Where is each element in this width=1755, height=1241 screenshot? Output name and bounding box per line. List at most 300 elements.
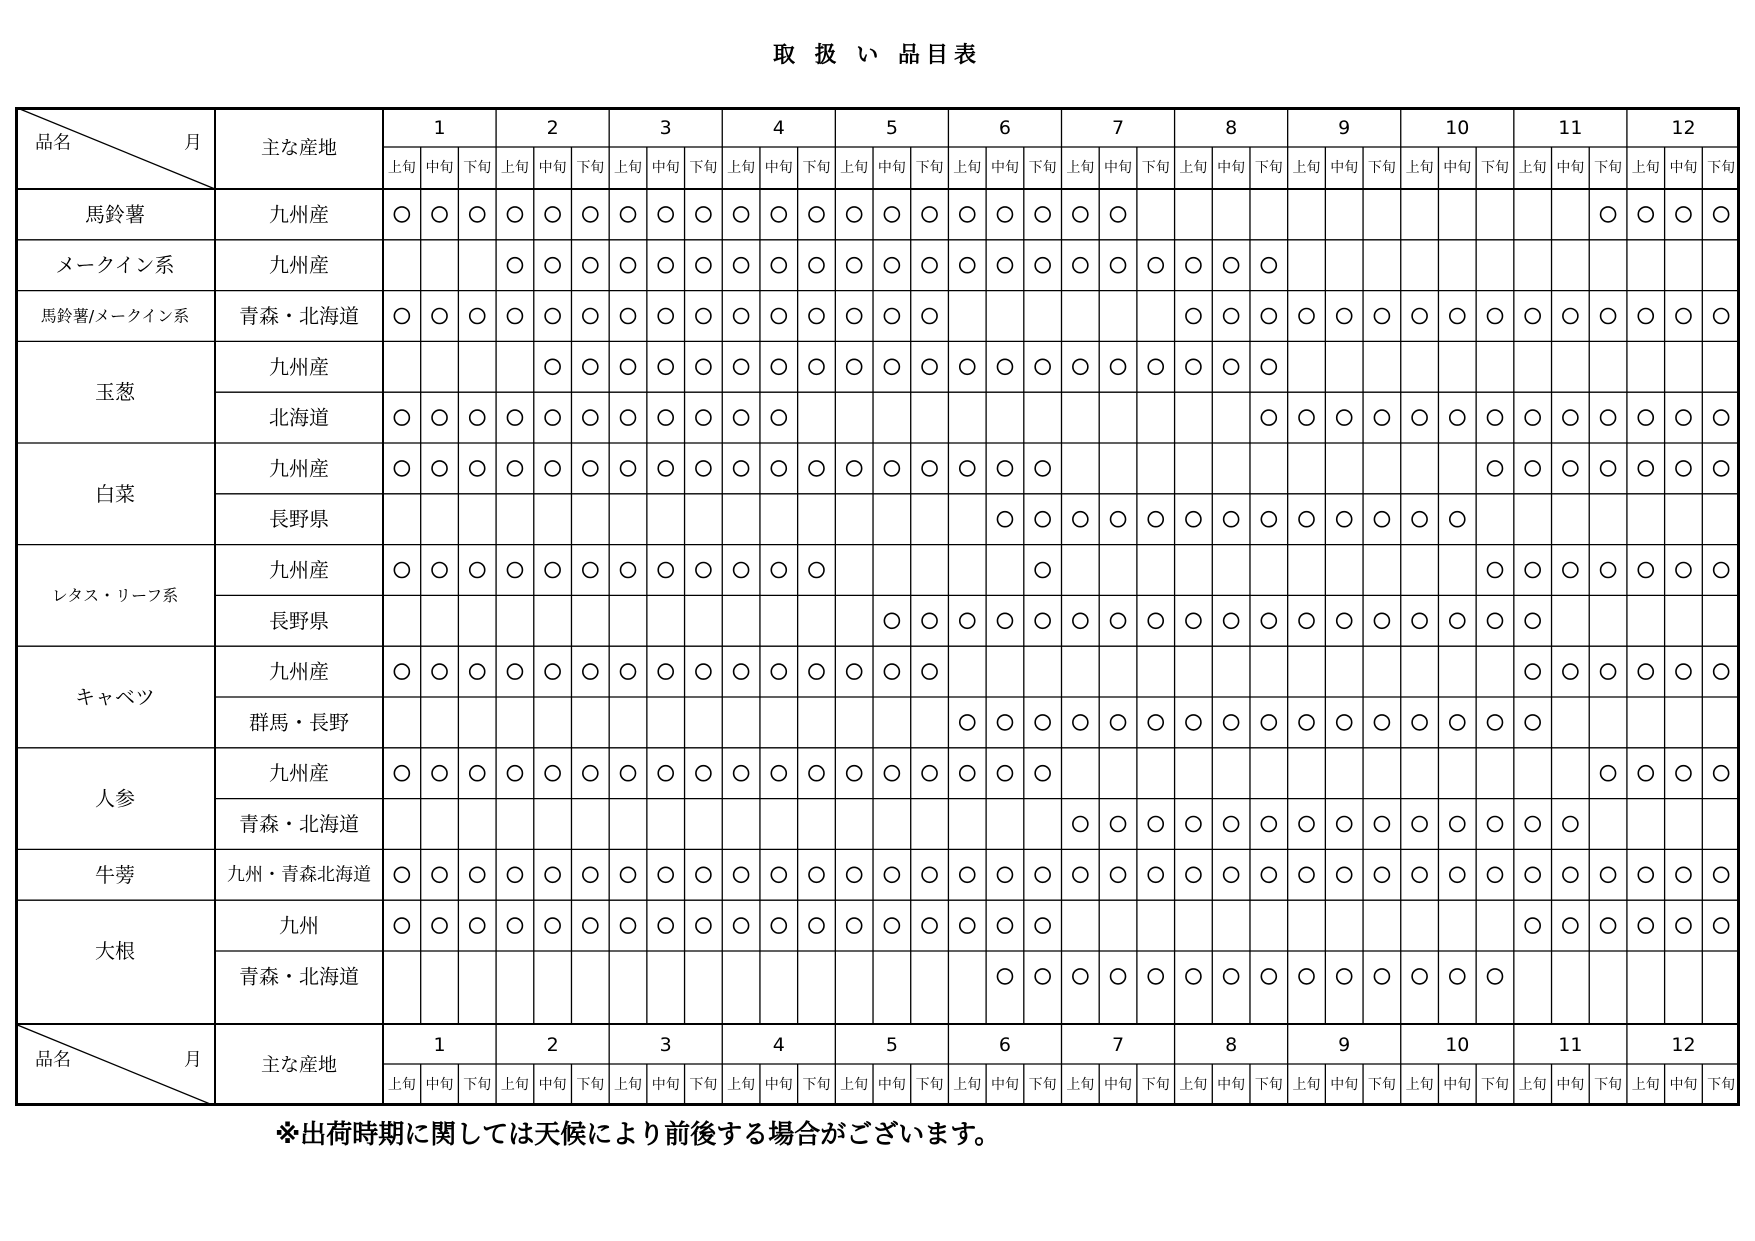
shipping-mark [1261, 258, 1276, 273]
item-name: 馬鈴薯 [85, 202, 145, 227]
header-period-1-2: 中旬 [425, 160, 454, 176]
shipping-mark [809, 309, 824, 324]
shipping-mark [470, 766, 485, 781]
shipping-mark [809, 766, 824, 781]
header-period-4-1: 上旬 [727, 160, 756, 176]
shipping-mark [1601, 563, 1616, 578]
shipping-mark [507, 258, 522, 273]
shipping-mark [847, 359, 862, 374]
shipping-mark [1299, 613, 1314, 628]
footer-month-9: 9 [1338, 1034, 1351, 1056]
header-month-2: 2 [546, 117, 559, 139]
shipping-mark [884, 613, 899, 628]
footer-month-1: 1 [433, 1034, 446, 1056]
shipping-mark [658, 207, 673, 222]
shipping-mark [1186, 359, 1201, 374]
shipping-mark [1111, 207, 1126, 222]
shipping-mark [847, 918, 862, 933]
footer-period-12-2: 中旬 [1669, 1077, 1698, 1093]
shipping-mark [545, 867, 560, 882]
shipping-mark [960, 258, 975, 273]
shipping-mark [1601, 664, 1616, 679]
shipping-mark [1638, 410, 1653, 425]
shipping-mark [507, 410, 522, 425]
header-period-2-2: 中旬 [538, 160, 567, 176]
shipping-mark [1450, 817, 1465, 832]
shipping-mark [583, 867, 598, 882]
shipping-mark [922, 258, 937, 273]
shipping-mark [1337, 309, 1352, 324]
shipping-mark [1073, 715, 1088, 730]
shipping-mark [658, 461, 673, 476]
origin-name: 九州 [279, 913, 319, 938]
shipping-mark [997, 207, 1012, 222]
shipping-mark [545, 664, 560, 679]
shipping-mark [1148, 258, 1163, 273]
origin-name: 九州産 [269, 354, 329, 379]
header-period-3-2: 中旬 [651, 160, 680, 176]
shipping-mark [1073, 359, 1088, 374]
shipping-mark [394, 309, 409, 324]
shipping-mark [1412, 309, 1427, 324]
shipping-mark [696, 563, 711, 578]
footer-period-3-3: 下旬 [689, 1077, 718, 1093]
shipping-mark [1111, 613, 1126, 628]
shipping-mark [1261, 715, 1276, 730]
shipping-mark [1035, 867, 1050, 882]
shipping-mark [734, 461, 749, 476]
shipping-mark [507, 867, 522, 882]
header-month-1: 1 [433, 117, 446, 139]
shipping-mark [997, 715, 1012, 730]
shipping-mark [470, 867, 485, 882]
shipping-mark [470, 207, 485, 222]
header-period-8-3: 下旬 [1254, 160, 1283, 176]
shipping-mark [1148, 969, 1163, 984]
item-name: キャベツ [75, 685, 155, 709]
item-name: 白菜 [95, 481, 135, 506]
shipping-mark [1073, 258, 1088, 273]
shipping-mark [583, 918, 598, 933]
header-period-7-1: 上旬 [1066, 160, 1095, 176]
shipping-mark [734, 359, 749, 374]
item-name: 牛蒡 [95, 862, 135, 887]
shipping-mark [1299, 715, 1314, 730]
shipping-mark [583, 563, 598, 578]
shipping-mark [809, 918, 824, 933]
shipping-mark [1186, 512, 1201, 527]
shipping-mark [1412, 715, 1427, 730]
shipping-mark [1111, 715, 1126, 730]
shipping-mark [696, 867, 711, 882]
header-month-11: 11 [1558, 117, 1583, 139]
header-month-6: 6 [998, 117, 1012, 139]
shipping-mark [1224, 309, 1239, 324]
shipping-mark [1186, 867, 1201, 882]
shipping-mark [545, 410, 560, 425]
shipping-mark [960, 613, 975, 628]
footer-period-2-1: 上旬 [500, 1077, 529, 1093]
header-period-6-1: 上旬 [953, 160, 982, 176]
footer-month-5: 5 [885, 1034, 898, 1056]
shipping-mark [1224, 512, 1239, 527]
shipping-mark [1224, 359, 1239, 374]
shipping-mark [432, 918, 447, 933]
shipping-mark [734, 309, 749, 324]
shipping-mark [1714, 766, 1729, 781]
shipping-mark [696, 258, 711, 273]
shipping-mark [1601, 867, 1616, 882]
header-period-6-3: 下旬 [1028, 160, 1057, 176]
shipping-mark [1676, 918, 1691, 933]
shipping-mark [1035, 969, 1050, 984]
footer-month-10: 10 [1445, 1034, 1470, 1056]
shipping-mark [545, 461, 560, 476]
shipping-mark [1299, 817, 1314, 832]
shipping-mark [1638, 664, 1653, 679]
shipping-mark [1487, 969, 1502, 984]
header-period-5-1: 上旬 [840, 160, 869, 176]
shipping-mark [1299, 969, 1314, 984]
shipping-mark [1563, 867, 1578, 882]
shipping-mark [1261, 867, 1276, 882]
shipping-mark [545, 766, 560, 781]
shipping-mark [1224, 715, 1239, 730]
shipping-mark [1224, 969, 1239, 984]
shipping-mark [470, 918, 485, 933]
footnote: ※出荷時期に関しては天候により前後する場合がございます。 [275, 1120, 1001, 1150]
shipping-mark [1563, 461, 1578, 476]
shipping-mark [1638, 867, 1653, 882]
shipping-mark [583, 766, 598, 781]
shipping-mark [1261, 309, 1276, 324]
shipping-mark [545, 258, 560, 273]
shipping-mark [394, 563, 409, 578]
shipping-mark [1261, 817, 1276, 832]
origin-name: 九州・青森北海道 [227, 864, 371, 886]
shipping-mark [771, 867, 786, 882]
footer-period-7-3: 下旬 [1141, 1077, 1170, 1093]
shipping-mark [1487, 309, 1502, 324]
shipping-mark [507, 461, 522, 476]
footer-period-11-3: 下旬 [1594, 1077, 1623, 1093]
shipping-mark [1412, 867, 1427, 882]
item-name: 馬鈴薯/メークイン系 [40, 306, 190, 326]
shipping-mark [1487, 817, 1502, 832]
shipping-mark [583, 309, 598, 324]
origin-name: 九州産 [269, 456, 329, 481]
shipping-mark [621, 461, 636, 476]
header-period-5-3: 下旬 [915, 160, 944, 176]
shipping-mark [432, 461, 447, 476]
shipping-mark [960, 461, 975, 476]
shipping-mark [1035, 512, 1050, 527]
shipping-mark [1676, 563, 1691, 578]
shipping-mark [960, 766, 975, 781]
shipping-mark [394, 461, 409, 476]
shipping-mark [1676, 410, 1691, 425]
shipping-mark [470, 664, 485, 679]
shipping-mark [1525, 461, 1540, 476]
origin-name: 九州産 [269, 558, 329, 582]
shipping-mark [470, 309, 485, 324]
shipping-mark [1714, 918, 1729, 933]
shipping-mark [394, 664, 409, 679]
footer-month-2: 2 [546, 1034, 559, 1056]
footer-month-4: 4 [772, 1034, 785, 1056]
shipping-mark [1261, 613, 1276, 628]
shipping-mark [1035, 613, 1050, 628]
origin-name: 群馬・長野 [249, 710, 349, 735]
header-month-8: 8 [1225, 117, 1238, 139]
footer-period-11-1: 上旬 [1518, 1077, 1547, 1093]
shipping-mark [658, 410, 673, 425]
header-month-10: 10 [1445, 117, 1470, 139]
footer-period-5-3: 下旬 [915, 1077, 944, 1093]
shipping-mark [922, 664, 937, 679]
shipping-mark [734, 410, 749, 425]
footer-period-2-2: 中旬 [538, 1077, 567, 1093]
shipping-mark [1487, 410, 1502, 425]
shipping-mark [1374, 613, 1389, 628]
shipping-mark [960, 867, 975, 882]
shipping-mark [1450, 410, 1465, 425]
shipping-mark [847, 867, 862, 882]
header-period-8-1: 上旬 [1179, 160, 1208, 176]
shipping-mark [771, 664, 786, 679]
shipping-mark [507, 664, 522, 679]
shipping-mark [1186, 817, 1201, 832]
footer-period-7-2: 中旬 [1104, 1077, 1133, 1093]
shipping-mark [1714, 207, 1729, 222]
shipping-mark [922, 359, 937, 374]
shipping-mark [1261, 512, 1276, 527]
header-month-12: 12 [1671, 117, 1696, 139]
shipping-mark [583, 461, 598, 476]
shipping-mark [1563, 817, 1578, 832]
shipping-mark [997, 613, 1012, 628]
header-period-7-2: 中旬 [1104, 160, 1133, 176]
shipping-mark [734, 258, 749, 273]
shipping-mark [1563, 563, 1578, 578]
shipping-mark [658, 309, 673, 324]
origin-name: 九州産 [269, 253, 329, 278]
header-period-12-3: 下旬 [1707, 160, 1736, 176]
shipping-mark [696, 664, 711, 679]
shipping-mark [1261, 410, 1276, 425]
shipping-mark [997, 359, 1012, 374]
shipping-mark [1487, 715, 1502, 730]
footer-period-5-1: 上旬 [840, 1077, 869, 1093]
shipping-mark [1186, 715, 1201, 730]
shipping-mark [1186, 969, 1201, 984]
header-period-7-3: 下旬 [1141, 160, 1170, 176]
shipping-mark [847, 766, 862, 781]
shipping-mark [1073, 207, 1088, 222]
shipping-mark [1111, 817, 1126, 832]
shipping-mark [394, 867, 409, 882]
shipping-mark [1525, 664, 1540, 679]
item-name: 大根 [95, 939, 135, 963]
shipping-mark [1374, 410, 1389, 425]
footer-month-3: 3 [659, 1034, 672, 1056]
footer-period-3-2: 中旬 [651, 1077, 680, 1093]
header-period-9-1: 上旬 [1292, 160, 1321, 176]
footer-month-6: 6 [998, 1034, 1012, 1056]
shipping-mark [394, 766, 409, 781]
shipping-mark [1676, 461, 1691, 476]
shipping-mark [884, 258, 899, 273]
footer-month-11: 11 [1558, 1034, 1583, 1056]
header-period-1-1: 上旬 [387, 160, 416, 176]
shipping-mark [1525, 563, 1540, 578]
shipping-mark [1638, 766, 1653, 781]
shipping-mark [432, 664, 447, 679]
item-name: メークイン系 [55, 253, 175, 278]
shipping-mark [734, 563, 749, 578]
shipping-mark [1186, 309, 1201, 324]
shipping-mark [1299, 512, 1314, 527]
shipping-mark [658, 258, 673, 273]
shipping-mark [997, 969, 1012, 984]
shipping-mark [1073, 969, 1088, 984]
shipping-mark [922, 207, 937, 222]
shipping-mark [545, 309, 560, 324]
shipping-mark [1148, 512, 1163, 527]
shipping-mark [1299, 309, 1314, 324]
shipping-mark [1073, 867, 1088, 882]
shipping-mark [545, 359, 560, 374]
shipping-mark [771, 309, 786, 324]
shipping-mark [1714, 867, 1729, 882]
shipping-mark [432, 410, 447, 425]
shipping-mark [394, 918, 409, 933]
header-period-9-2: 中旬 [1330, 160, 1359, 176]
shipping-mark [658, 918, 673, 933]
shipping-mark [809, 207, 824, 222]
footer-period-1-1: 上旬 [387, 1077, 416, 1093]
shipping-mark [1638, 461, 1653, 476]
shipping-mark [960, 207, 975, 222]
shipping-mark [1374, 969, 1389, 984]
shipping-mark [1714, 461, 1729, 476]
shipping-mark [1563, 410, 1578, 425]
shipping-mark [696, 918, 711, 933]
shipping-mark [809, 359, 824, 374]
shipping-mark [771, 410, 786, 425]
shipping-mark [1601, 766, 1616, 781]
footer-period-4-3: 下旬 [802, 1077, 831, 1093]
footer-period-12-3: 下旬 [1707, 1077, 1736, 1093]
shipping-mark [507, 766, 522, 781]
shipping-mark [1111, 258, 1126, 273]
shipping-mark [1337, 715, 1352, 730]
shipping-mark [1487, 461, 1502, 476]
shipping-mark [809, 664, 824, 679]
shipping-mark [1035, 715, 1050, 730]
header-month-3: 3 [659, 117, 672, 139]
shipping-mark [1374, 309, 1389, 324]
footer-month-12: 12 [1671, 1034, 1696, 1056]
header-period-12-2: 中旬 [1669, 160, 1698, 176]
shipping-mark [1374, 817, 1389, 832]
footer-period-8-3: 下旬 [1254, 1077, 1283, 1093]
shipping-mark [1601, 918, 1616, 933]
shipping-mark [1412, 817, 1427, 832]
shipping-mark [1487, 867, 1502, 882]
footer-period-8-1: 上旬 [1179, 1077, 1208, 1093]
shipping-mark [696, 461, 711, 476]
shipping-mark [545, 207, 560, 222]
shipping-mark [884, 664, 899, 679]
shipping-mark [922, 613, 937, 628]
footer-period-4-1: 上旬 [727, 1077, 756, 1093]
shipping-mark [1111, 969, 1126, 984]
shipping-mark [621, 258, 636, 273]
footer-month-7: 7 [1111, 1034, 1125, 1056]
shipping-mark [432, 309, 447, 324]
shipping-mark [621, 309, 636, 324]
shipping-mark [1638, 309, 1653, 324]
shipping-mark [1035, 563, 1050, 578]
origin-name: 青森・北海道 [239, 812, 359, 836]
shipping-mark [432, 207, 447, 222]
header-period-12-1: 上旬 [1631, 160, 1660, 176]
shipping-mark [734, 867, 749, 882]
shipping-mark [1450, 613, 1465, 628]
shipping-mark [583, 664, 598, 679]
shipping-mark [922, 918, 937, 933]
header-period-10-2: 中旬 [1443, 160, 1472, 176]
shipping-mark [1412, 969, 1427, 984]
header-period-2-3: 下旬 [576, 160, 605, 176]
origin-name: 長野県 [269, 608, 329, 633]
origin-name: 青森・北海道 [239, 964, 359, 989]
shipping-mark [1638, 563, 1653, 578]
shipping-mark [696, 766, 711, 781]
shipping-mark [997, 766, 1012, 781]
header-period-3-1: 上旬 [614, 160, 643, 176]
footer-period-6-1: 上旬 [953, 1077, 982, 1093]
shipping-mark [847, 207, 862, 222]
header-month-4: 4 [772, 117, 785, 139]
header-period-10-1: 上旬 [1405, 160, 1434, 176]
shipping-mark [884, 867, 899, 882]
shipping-mark [847, 664, 862, 679]
shipping-mark [1374, 512, 1389, 527]
shipping-mark [1035, 918, 1050, 933]
header-period-11-2: 中旬 [1556, 160, 1585, 176]
header-period-10-3: 下旬 [1480, 160, 1509, 176]
footer-period-2-3: 下旬 [576, 1077, 605, 1093]
origin-name: 九州産 [269, 202, 329, 227]
header-period-6-2: 中旬 [990, 160, 1019, 176]
footer-period-5-2: 中旬 [877, 1077, 906, 1093]
footer-period-3-1: 上旬 [614, 1077, 643, 1093]
shipping-mark [1525, 613, 1540, 628]
shipping-mark [1450, 309, 1465, 324]
shipping-mark [847, 258, 862, 273]
shipping-mark [1525, 309, 1540, 324]
shipping-mark [583, 258, 598, 273]
shipping-mark [1714, 410, 1729, 425]
shipping-mark [847, 461, 862, 476]
footer-period-12-1: 上旬 [1631, 1077, 1660, 1093]
shipping-mark [884, 461, 899, 476]
shipping-mark [658, 359, 673, 374]
shipping-mark [470, 410, 485, 425]
origin-name: 長野県 [269, 507, 329, 532]
